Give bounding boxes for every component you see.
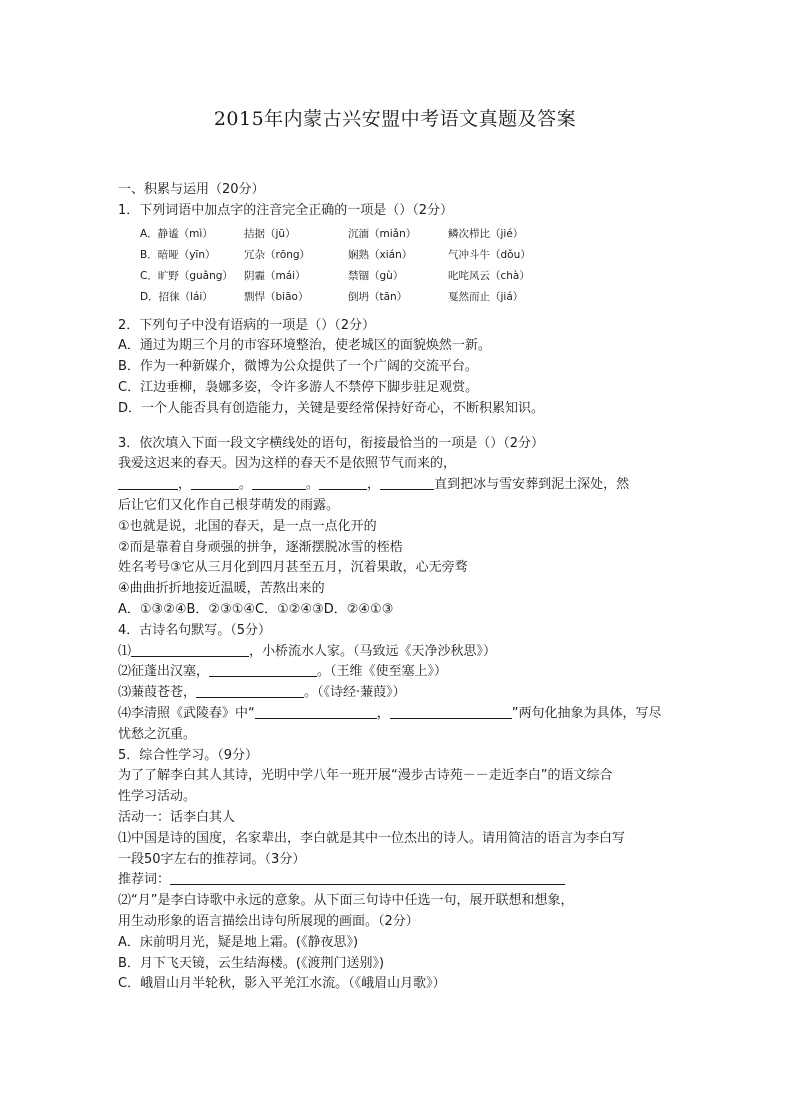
q1-option-row <box>140 287 673 308</box>
answer-blank[interactable] <box>196 683 304 698</box>
q5-stem: 5．综合性学习。（9分） <box>118 747 259 763</box>
q5-part-2: ⑵“月”是李白诗歌中永远的意象。从下面三句诗中任选一句，展开联想和想象， <box>118 893 574 909</box>
answer-blank[interactable] <box>380 475 434 490</box>
q5-recommendation-line <box>118 870 673 891</box>
q5-poem-b: B．月下飞天镜，云生结海楼。(《渡荆门送别》) <box>118 955 385 971</box>
q5-poem-c: C．峨眉山月半轮秋，影入平羌江水流。（《峨眉山月歌》） <box>118 976 446 992</box>
q3-stem: 3．依次填入下面一段文字横线处的语句，衔接最恰当的一项是（）（2分） <box>118 435 545 451</box>
answer-blank[interactable] <box>131 642 249 657</box>
q3-choice-2: ②而是靠着自身顽强的拼争，逐渐摆脱冰雪的桎梏 <box>118 539 403 555</box>
q3-intro: 我爱这迟来的春天。因为这样的春天不是依照节气而来的， <box>118 456 457 472</box>
q4-line-2 <box>118 662 673 683</box>
q2-option-a: A．通过为期三个月的市容环境整治，使老城区的面貌焕然一新。 <box>118 338 491 354</box>
answer-blank[interactable] <box>209 662 317 677</box>
q1-option-cell: 娴熟（xián） <box>348 248 413 261</box>
q1-option-cell: 冗杂（rōng） <box>244 248 311 261</box>
q2-option-c: C．江边垂柳，袅娜多姿，令许多游人不禁停下脚步驻足观赏。 <box>118 379 479 395</box>
q3-answers: A．①③②④B．②③①④C．①②④③D．②④①③ <box>118 601 394 617</box>
q1-option-cell: 沉湎（miǎn） <box>348 227 417 240</box>
q1-stem: 1．下列词语中加点字的注音完全正确的一项是（）（2分） <box>118 202 454 218</box>
q1-option-row <box>140 266 673 287</box>
q1-option-cell: 阴霾（mái） <box>244 269 306 282</box>
q4-prefix: ⑷李清照《武陵春》中“ <box>118 705 255 721</box>
q1-option-cell: 气冲斗牛（dǒu） <box>448 248 531 261</box>
q5-part-1-cont: 一段50字左右的推荐词。（3分） <box>118 851 306 867</box>
answer-blank[interactable] <box>191 475 239 490</box>
q1-options-table <box>140 224 673 308</box>
q1-option-cell: 拮据（jū） <box>244 227 296 240</box>
q3-choice-1: ①也就是说，北国的春天，是一点一点化开的 <box>118 518 377 534</box>
q3-sep: ， <box>367 477 381 493</box>
q4-line-3 <box>118 683 673 704</box>
answer-blank[interactable] <box>252 475 306 490</box>
q1-option-row <box>140 245 673 266</box>
q1-option-cell: C．旷野（guǎng） <box>140 269 233 282</box>
exam-content <box>118 180 673 995</box>
q5-intro-cont: 性学习活动。 <box>118 789 197 805</box>
q5-poem-a: A．床前明月光，疑是地上霜。(《静夜思》) <box>118 934 359 950</box>
q4-suffix: ”两句化抽象为具体，写尽 <box>511 705 662 721</box>
answer-blank[interactable] <box>319 475 367 490</box>
q4-sep: ， <box>376 705 390 721</box>
q5-activity-1: 活动一：话李白其人 <box>118 809 236 825</box>
q3-tail: 直到把冰与雪安葬到泥土深处，然 <box>434 477 630 493</box>
q5-part-2-cont: 用生动形象的语言描绘出诗句所展现的画面。（2分） <box>118 913 419 929</box>
answer-blank[interactable] <box>255 704 377 719</box>
page-title: 2015年内蒙古兴安盟中考语文真题及答案 <box>213 108 577 130</box>
q4-line-1 <box>118 642 673 663</box>
q3-sep: 。 <box>306 477 320 493</box>
q1-option-cell: 戛然而止（jiá） <box>448 290 524 303</box>
answer-blank[interactable] <box>390 704 512 719</box>
answer-blank[interactable] <box>170 870 565 885</box>
q1-option-row <box>140 224 673 245</box>
q2-option-d: D．一个人能否具有创造能力，关键是要经常保持好奇心，不断积累知识。 <box>118 400 545 416</box>
q1-option-cell: A．静谧（mì） <box>140 227 213 240</box>
q1-option-cell: 鳞次栉比（jié） <box>448 227 524 240</box>
q4-prefix: ⑵征蓬出汉塞， <box>118 664 210 680</box>
q2-stem: 2．下列句子中没有语病的一项是（）（2分） <box>118 317 376 333</box>
section-heading: 一、积累与运用（20分） <box>118 182 265 197</box>
q4-stem: 4．古诗名句默写。（5分） <box>118 622 272 638</box>
q4-line-4 <box>118 704 673 725</box>
q3-blank-line <box>118 475 673 496</box>
q3-sep: 。 <box>239 477 253 493</box>
q3-continuation: 后让它们又化作自己根芽萌发的雨露。 <box>118 497 340 513</box>
q5-part-1: ⑴中国是诗的国度，名家辈出，李白就是其中一位杰出的诗人。请用简洁的语言为李白写 <box>118 830 626 846</box>
q4-prefix: ⑴ <box>118 643 132 659</box>
q4-suffix: 。（王维《使至塞上》） <box>317 664 448 680</box>
q4-suffix: 。（《诗经·蒹葭》） <box>304 685 406 701</box>
answer-blank[interactable] <box>118 475 178 490</box>
q1-option-cell: 剽悍（biāo） <box>244 290 309 303</box>
recommendation-label: 推荐词： <box>118 872 171 888</box>
q3-choice-4: ④曲曲折折地接近温暖，苦熬出来的 <box>118 581 325 597</box>
q5-intro: 为了了解李白其人其诗，光明中学八年一班开展“漫步古诗苑－－走近李白”的语文综合 <box>118 768 613 784</box>
q2-option-b: B．作为一种新媒介，微博为公众提供了一个广阔的交流平台。 <box>118 359 478 375</box>
q1-option-cell: 禁锢（gù） <box>348 269 404 282</box>
q3-choice-3: 姓名考号③它从三月化到四月甚至五月，沉着果敢，心无旁骛 <box>118 560 468 576</box>
q1-option-cell: 倒坍（tān） <box>348 290 408 303</box>
q1-option-cell: D．招徕（lái） <box>140 290 213 303</box>
q4-suffix: ，小桥流水人家。（马致远《天净沙秋思》） <box>249 643 497 659</box>
q4-prefix: ⑶蒹葭苍苍， <box>118 685 197 701</box>
q4-line-4-cont: 忧愁之沉重。 <box>118 726 197 742</box>
q1-option-cell: B．暗哑（yīn） <box>140 248 216 261</box>
q3-sep: ， <box>178 477 192 493</box>
q1-option-cell: 叱咤风云（chà） <box>448 269 530 282</box>
